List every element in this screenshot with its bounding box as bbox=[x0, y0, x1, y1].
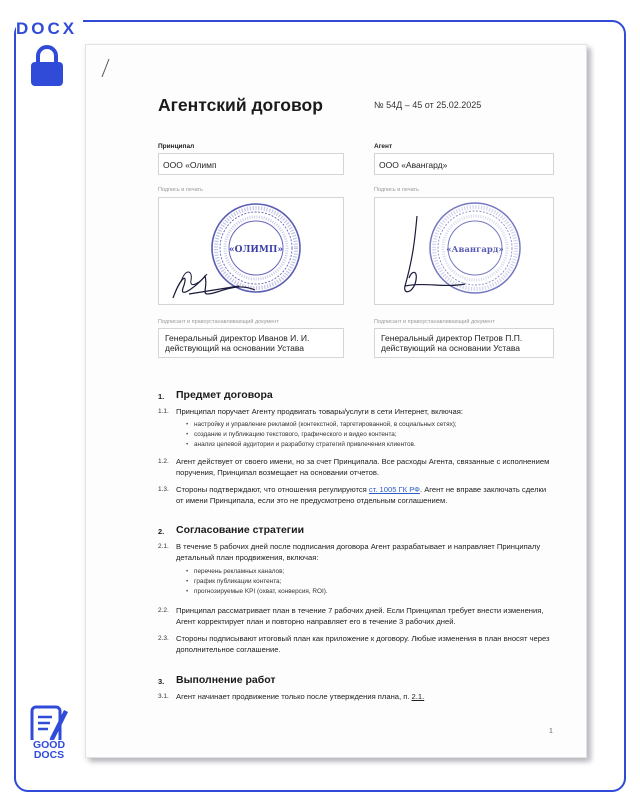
agent-rep-line1: Генеральный директор Петров П.П. bbox=[381, 333, 523, 343]
section-3-title: Выполнение работ bbox=[176, 674, 276, 686]
agent-label: Агент bbox=[374, 143, 393, 150]
clause-1-1-bullet-2: • создание и публикацию текстового, графического и видео контента; bbox=[194, 430, 554, 439]
agent-signature-box bbox=[374, 197, 554, 305]
clause-2-1-bullet-2: • график публикации контента; bbox=[194, 577, 554, 586]
principal-rep-label: Подписант и правоустанавливающий документ bbox=[158, 319, 279, 325]
clause-1-1-number: 1.1. bbox=[158, 408, 169, 415]
clause-1-3-number: 1.3. bbox=[158, 486, 169, 493]
clause-1-2-number: 1.2. bbox=[158, 458, 169, 465]
section-2-number: 2. bbox=[158, 527, 165, 536]
principal-rep-field[interactable] bbox=[158, 328, 344, 358]
agent-stamp-icon bbox=[375, 198, 554, 305]
clause-1-2-text: Агент действует от своего имени, но за счет Принципала. Все расходы Агента, связанные с исполнением поручения, Принципал возмещает на основании отчетов. bbox=[176, 457, 550, 477]
clause-2-2-text: Принципал рассматривает план в течение 7 рабочих дней. Если Принципал требует внести изменения, Агент корректирует план и повторно направляет его в течение 3 рабочих дней. bbox=[176, 606, 544, 626]
agent-rep-field[interactable] bbox=[374, 328, 554, 358]
clause-2-1-reference[interactable]: 2.1. bbox=[411, 692, 425, 701]
principal-sign-label: Подпись и печать bbox=[158, 187, 203, 193]
clause-1-1-text: Принципал поручает Агенту продвигать товары/услуги в сети Интернет, включая: bbox=[176, 407, 463, 416]
section-1-title: Предмет договора bbox=[176, 389, 273, 401]
principal-stamp-text: «ОЛИМП» bbox=[228, 245, 284, 255]
docx-brand-label: DOCX bbox=[16, 19, 83, 39]
agent-stamp-text: «Авангард» bbox=[446, 245, 504, 255]
principal-rep-line2: действующий на основании Устава bbox=[165, 343, 305, 353]
clause-3-1-number: 3.1. bbox=[158, 693, 169, 700]
agent-sign-label: Подпись и печать bbox=[374, 187, 419, 193]
clause-1-3-text: Стороны подтверждают, что отношения регулируются ст. 1005 ГК РФ. Агент не вправе заключать сделки от имени Принципала, если это не предусмотрено отдельным соглашением. bbox=[176, 485, 547, 505]
section-2-title: Согласование стратегии bbox=[176, 524, 305, 536]
agent-rep-label: Подписант и правоустанавливающий документ bbox=[374, 319, 495, 325]
agent-rep-line2: действующий на основании Устава bbox=[381, 343, 521, 353]
pen-stroke-mark bbox=[98, 57, 112, 81]
document-page bbox=[85, 44, 587, 758]
clause-1-1-bullet-1: • настройку и управление рекламой (контекстной, таргетированной, в социальных сетях); bbox=[194, 420, 554, 429]
good-docs-logo-text: GOOD DOCS bbox=[24, 740, 74, 760]
principal-label: Принципал bbox=[158, 143, 195, 150]
clause-2-1-bullet-1: • перечень рекламных каналов; bbox=[194, 567, 554, 576]
principal-rep-line1: Генеральный директор Иванов И. И. bbox=[165, 333, 310, 343]
clause-2-3-number: 2.3. bbox=[158, 635, 169, 642]
gk-rf-link[interactable]: ст. 1005 ГК РФ bbox=[368, 485, 420, 494]
principal-name-field[interactable]: ООО «Олимп bbox=[158, 153, 344, 175]
clause-2-1-bullet-3: • прогнозируемые KPI (охват, конверсия, ROI). bbox=[194, 587, 554, 596]
clause-2-1-text: В течение 5 рабочих дней после подписания договора Агент разрабатывает и направляет Принципалу детальный план продвижения, включая: bbox=[176, 542, 541, 562]
clause-2-1-number: 2.1. bbox=[158, 543, 169, 550]
document-title: Агентский договор bbox=[158, 95, 323, 115]
agent-name-field[interactable]: ООО «Авангард» bbox=[374, 153, 554, 175]
section-3-number: 3. bbox=[158, 677, 165, 686]
principal-signature-box bbox=[158, 197, 344, 305]
clause-1-1-bullet-3: • анализ целевой аудитории и разработку стратегий привлечения клиентов. bbox=[194, 440, 554, 449]
document-number: № 54Д – 45 от 25.02.2025 bbox=[374, 100, 482, 110]
section-1-number: 1. bbox=[158, 392, 165, 401]
lock-icon bbox=[29, 43, 65, 87]
principal-stamp-icon bbox=[159, 198, 344, 305]
clause-3-1-text: Агент начинает продвижение только после утверждения плана, п. 2.1. bbox=[176, 692, 425, 701]
clause-2-2-number: 2.2. bbox=[158, 607, 169, 614]
clause-2-3-text: Стороны подписывают итоговый план как приложение к договору. Любые изменения в план вносят через дополнительное соглашение. bbox=[176, 634, 550, 654]
page-number: 1 bbox=[549, 728, 553, 735]
